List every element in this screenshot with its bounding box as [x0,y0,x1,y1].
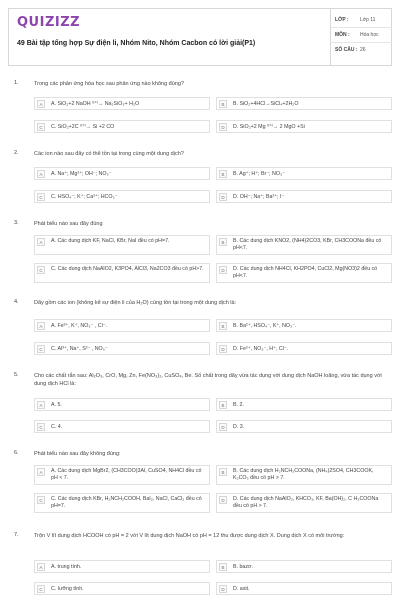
option-d[interactable] [216,420,392,433]
option-b[interactable] [216,398,392,411]
option-letter: C [37,266,45,274]
option-text: D. OH⁻; Na⁺; Ba²⁺; I⁻ [233,194,285,200]
option-letter: B [219,563,227,571]
option-text: D. 3. [233,424,245,430]
option-text: B. Các dung dịch H₂NCH₂COONa, (NH₄)2SO4, CH3COOK, K₂CO₃ đều có pH > 7. [233,468,374,481]
option-letter: A [37,563,45,571]
meta-label-class: LỚP : [335,17,349,23]
option-letter: A [37,238,45,246]
question-number: 5. [14,372,19,378]
meta-value-class: Lớp 11 [360,17,376,23]
option-text: A. SiO₂+2 NaOH ⁽ᵗ°⁾→ Na₂SiO₃+ H₂O [51,101,140,107]
quizizz-logo: QUIZIZZ [17,15,81,30]
question-text: Phát biểu nào sau đây không đúng: [34,451,121,457]
option-text: B. Ag⁺; H⁺; Br⁻; NO₃⁻ [233,171,285,177]
option-text: C. lưỡng tính. [51,586,84,592]
option-letter: D [219,193,227,201]
option-c[interactable] [34,493,210,513]
option-text: A. trung tính. [51,564,82,570]
option-c[interactable] [34,342,210,355]
option-d[interactable] [216,263,392,283]
meta-label-count: SỐ CÂU : [335,47,358,53]
option-text: A. Na⁺; Mg²⁺; OH⁻; NO₃⁻ [51,171,112,177]
option-a[interactable] [34,398,210,411]
option-letter: A [37,468,45,476]
option-text: C. Các dung dịch NaAlO2, K3PO4, AlCl3, Na2CO3 đều có pH>7. [51,266,204,272]
question-text: Phát biểu nào sau đây đúng [34,221,103,227]
option-b[interactable] [216,560,392,573]
option-letter: A [37,401,45,409]
option-letter: D [219,345,227,353]
option-text: D. Các dung dịch NH4Cl, KH2PO4, CuCl2, Mg(NO3)2 đều có pH<7. [233,266,378,279]
option-c[interactable] [34,120,210,133]
option-letter: C [37,496,45,504]
option-letter: A [37,100,45,108]
question-text: Trong các phản ứng hóa học sau phản ứng nào không đúng? [34,81,184,87]
option-letter: B [219,170,227,178]
option-d[interactable] [216,190,392,203]
meta-label-subject: MÔN : [335,32,350,38]
option-letter: A [37,170,45,178]
question-number: 4. [14,299,19,305]
option-letter: B [219,322,227,330]
option-letter: A [37,322,45,330]
option-letter: C [37,123,45,131]
option-b[interactable] [216,319,392,332]
option-c[interactable] [34,263,210,283]
option-letter: D [219,496,227,504]
option-letter: D [219,423,227,431]
question-number: 1. [14,80,19,86]
option-text: B. Các dung dịch KNO2, (NH4)2CO3, KBr, CH3COONa đều có pH<7. [233,238,382,251]
question-text: Các ion nào sau đây có thể tồn tại trong cùng một dung dịch? [34,151,184,157]
option-a[interactable] [34,560,210,573]
option-text: C. Các dung dịch KBr, H₂NCH₂COOH, BaI₂, NaCl, CaCl₂ đều có pH=7. [51,496,202,509]
option-letter: D [219,585,227,593]
option-letter: B [219,401,227,409]
option-letter: C [37,423,45,431]
option-d[interactable] [216,342,392,355]
option-letter: B [219,468,227,476]
option-d[interactable] [216,582,392,595]
option-text: C. SiO₂+2C ⁽ᵗ°⁾→ Si +2 CO [51,124,115,130]
option-text: A. Các dung dịch KF, NaCl, KBr, NaI đều có pH=7. [51,238,170,244]
option-text: B. Ba²⁺, HSO₄⁻, K⁺, NO₃⁻. [233,323,297,329]
option-text: B. bazơ. [233,564,253,570]
question-text: Cho các chất rắn sau: Al₂O₃, CrO, Mg, Zn, Fe(NO₃)₂, CuSO₄, Be. Số chất trong dãy vừa tác dụng với dung dịch NaOH loãng, vừa tác dụng với dung dịch HCl là: [34,373,382,387]
option-a[interactable] [34,167,210,180]
option-b[interactable] [216,97,392,110]
meta-value-subject: Hóa học [360,32,379,38]
meta-divider [330,8,331,66]
meta-row-divider [330,27,392,28]
option-a[interactable] [34,97,210,110]
option-letter: B [219,100,227,108]
option-b[interactable] [216,167,392,180]
option-c[interactable] [34,420,210,433]
meta-value-count: 26 [360,47,366,53]
question-text: Dãy gồm các ion (không kể sự điện li của H₂O) cùng tồn tại trong một dung dịch là: [34,300,237,306]
option-text: D. axit. [233,586,250,592]
option-text: C. HSO₄⁻; K⁺; Ca²⁺; HCO₃⁻ [51,194,118,200]
option-letter: C [37,345,45,353]
option-text: A. Các dung dịch MgBr2, (CH3COO)3Al, CuSO4, NH4Cl đều có pH < 7. [51,468,202,481]
option-letter: D [219,266,227,274]
option-letter: D [219,123,227,131]
page-title: 49 Bài tập tổng hợp Sự điện li, Nhóm Nito, Nhóm Cacbon có lời giải(P1) [17,40,256,47]
option-text: B. SiO₂+4HCl→SiCl₄+2H₂O [233,101,299,107]
question-text: Trộn V lít dung dịch HCOOH có pH = 2 với V lít dung dịch NaOH có pH = 12 thu được dung dịch X. Dung dịch X có môi trường: [34,533,345,539]
option-text: C. 4. [51,424,63,430]
question-number: 6. [14,450,19,456]
meta-row-divider [330,42,392,43]
option-text: A. 5. [51,402,62,408]
option-a[interactable] [34,319,210,332]
option-b[interactable] [216,235,392,255]
option-text: B. 2. [233,402,244,408]
option-text: D. Các dung dịch NaAlO₂, KHCO₃, KF, Ba(OH)₂, C H₃COONa đều có pH > 7. [233,496,379,509]
option-d[interactable] [216,493,392,513]
option-text: A. Fe³⁺, K⁺, NO₃⁻ , Cl⁻. [51,323,108,329]
option-a[interactable] [34,235,210,255]
option-c[interactable] [34,190,210,203]
question-number: 2. [14,150,19,156]
option-letter: C [37,585,45,593]
option-a[interactable] [34,465,210,485]
option-text: D. Fe²⁺, NO₃⁻, H⁺, Cl⁻. [233,346,289,352]
option-text: C. Al³⁺, Na⁺, S²⁻ , NO₃⁻ [51,346,108,352]
option-letter: C [37,193,45,201]
option-b[interactable] [216,465,392,485]
option-c[interactable] [34,582,210,595]
option-d[interactable] [216,120,392,133]
question-number: 7. [14,532,19,538]
question-number: 3. [14,220,19,226]
option-text: D. SiO₂+2 Mg ⁽ᵗ°⁾→ 2 MgO +Si [233,124,305,130]
option-letter: B [219,238,227,246]
